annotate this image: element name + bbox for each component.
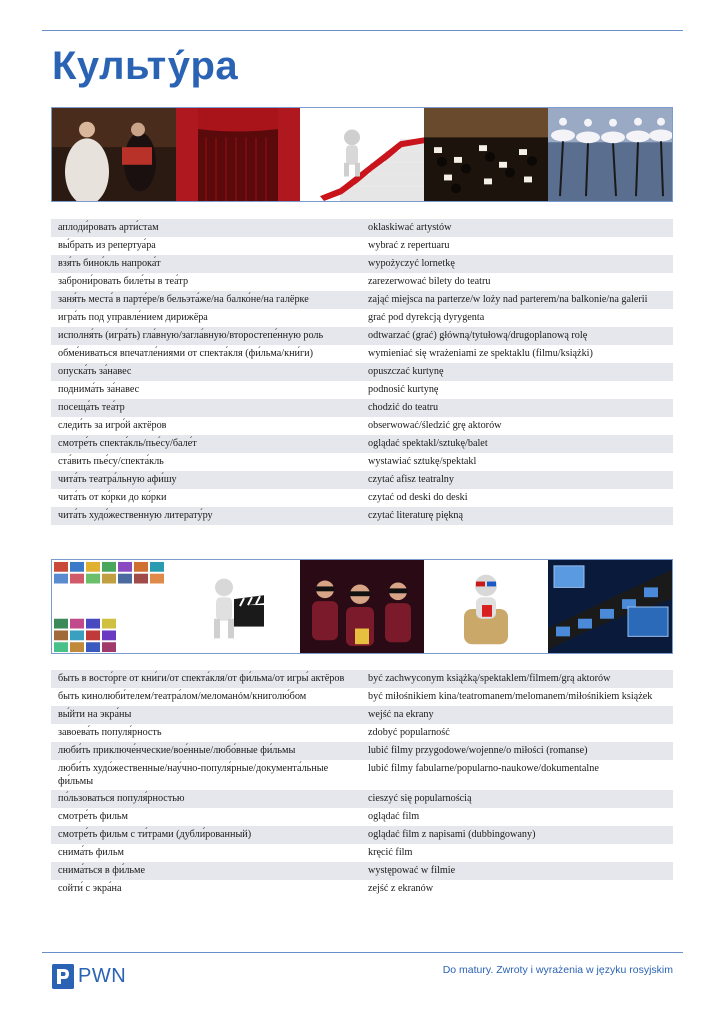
pl-phrase: oglądać film [368, 811, 420, 822]
photo-wall-image [52, 560, 176, 653]
table-row [51, 273, 673, 291]
cinema-phrases-table [51, 670, 673, 898]
table-row [51, 880, 673, 898]
page-title: Культу́ра [52, 44, 239, 88]
table-row [51, 760, 673, 790]
ru-phrase: следи́ть за игро́й актёров [58, 420, 167, 431]
table-row [51, 471, 673, 489]
pl-phrase: wypożyczyć lornetkę [368, 258, 455, 269]
ru-phrase: поднима́ть за́навес [58, 384, 140, 395]
ru-phrase: чита́ть худо́жественную литерату́ру [58, 510, 213, 521]
ru-phrase: быть в восто́рге от кни́ги/от спекта́кля/от фи́льма/от игры́ актёров [58, 673, 345, 684]
table-row [51, 670, 673, 688]
pl-phrase: odtwarzać (grać) główną/tytułową/drugoplanową rolę [368, 330, 588, 341]
ru-phrase: чита́ть от ко́рки до ко́рки [58, 492, 167, 503]
table-row [51, 327, 673, 345]
ru-phrase: быть кинолюби́телем/театра́лом/меломанóм/книголю́бом [58, 691, 307, 702]
theatre-phrases-table [51, 219, 673, 525]
publisher-logo [52, 964, 126, 989]
table-row [51, 291, 673, 309]
3d-glasses-figure-image [424, 560, 548, 653]
table-row [51, 742, 673, 760]
red-stairs-figure-image [300, 108, 424, 201]
table-row [51, 345, 673, 363]
pl-phrase: być zachwyconym książką/spektaklem/filmem/grą aktorów [368, 673, 611, 684]
ru-phrase: смотре́ть спекта́кль/пье́су/бале́т [58, 438, 197, 449]
ru-phrase: чита́ть театра́льную афи́шу [58, 474, 177, 485]
orchestra-image [424, 108, 548, 201]
table-row [51, 435, 673, 453]
pl-phrase: zająć miejsca na parterze/w loży nad parterem/na balkonie/na galerii [368, 294, 648, 305]
pwn-logo-icon [52, 964, 74, 989]
ballet-image [548, 108, 672, 201]
ru-phrase: сойти́ с экра́на [58, 883, 122, 894]
table-row [51, 724, 673, 742]
footer-caption: Do matury. Zwroty i wyrażenia w języku rosyjskim [442, 964, 673, 976]
theater-actors-image [52, 108, 176, 201]
table-row [51, 363, 673, 381]
pl-phrase: chodzić do teatru [368, 402, 439, 413]
ru-phrase: ста́вить пье́су/спекта́кль [58, 456, 164, 467]
ru-phrase: заброни́ровать биле́ты в теа́тр [58, 276, 189, 287]
pl-phrase: wybrać z repertuaru [368, 240, 450, 251]
table-row [51, 237, 673, 255]
pl-phrase: oklaskiwać artystów [368, 222, 452, 233]
ru-phrase: опуска́ть за́навес [58, 366, 132, 377]
pl-phrase: zdobyć popularność [368, 727, 450, 738]
table-row [51, 417, 673, 435]
ru-phrase: завоева́ть популя́рность [58, 727, 162, 738]
cinema-image-strip [51, 559, 673, 654]
pl-phrase: obserwować/śledzić grę aktorów [368, 420, 502, 431]
ru-phrase: смотре́ть фильм с ти́трами (дубли́рованный) [58, 829, 252, 840]
theatre-image-strip [51, 107, 673, 202]
table-row [51, 844, 673, 862]
ru-phrase: смотре́ть фильм [58, 811, 128, 822]
ru-phrase: люби́ть приключе́нческие/вое́нные/любо́вные фи́льмы [58, 745, 296, 756]
table-row [51, 309, 673, 327]
pl-phrase: kręcić film [368, 847, 413, 858]
clapperboard-figure-image [176, 560, 300, 653]
table-row [51, 706, 673, 724]
pl-phrase: grać pod dyrekcją dyrygenta [368, 312, 485, 323]
ru-phrase: исполня́ть (игра́ть) гла́вную/загла́вную/второстепе́нную роль [58, 330, 324, 341]
logo-text: PWN [78, 965, 127, 987]
ru-phrase: обме́ниваться впечатле́ниями от спекта́кля (фи́льма/кни́ги) [58, 348, 313, 359]
table-row [51, 826, 673, 844]
ru-phrase: вы́йти на экра́ны [58, 709, 132, 720]
pl-phrase: podnosić kurtynę [368, 384, 439, 395]
table-row [51, 790, 673, 808]
pl-phrase: cieszyć się popularnością [368, 793, 472, 804]
ru-phrase: снима́ться в фи́льме [58, 865, 146, 876]
table-row [51, 862, 673, 880]
pl-phrase: oglądać spektakl/sztukę/balet [368, 438, 488, 449]
pl-phrase: czytać literaturę piękną [368, 510, 464, 521]
table-row [51, 808, 673, 826]
ru-phrase: аплоди́ровать арти́стам [58, 222, 159, 233]
pl-phrase: zarezerwować bilety do teatru [368, 276, 491, 287]
table-row [51, 688, 673, 706]
pl-phrase: wejść na ekrany [368, 709, 434, 720]
ru-phrase: по́льзоваться популя́рностью [58, 793, 185, 804]
cinema-audience-image [300, 560, 424, 653]
table-row [51, 219, 673, 237]
pl-phrase: być miłośnikiem kina/teatromanem/melomanem/miłośnikiem książek [368, 691, 653, 702]
table-row [51, 255, 673, 273]
ru-phrase: посеща́ть теа́тр [58, 402, 125, 413]
pl-phrase: oglądać film z napisami (dubbingowany) [368, 829, 536, 840]
pl-phrase: czytać od deski do deski [368, 492, 468, 503]
table-row [51, 381, 673, 399]
top-divider [42, 30, 683, 31]
table-row [51, 507, 673, 525]
ru-phrase: игра́ть под управле́нием дирижёра [58, 312, 208, 323]
ru-phrase: заня́ть места́ в парте́ре/в бельэта́же/на балко́не/на галёрке [58, 294, 309, 305]
ru-phrase: вы́брать из репертуа́ра [58, 240, 156, 251]
table-row [51, 399, 673, 417]
table-row [51, 489, 673, 507]
table-row [51, 453, 673, 471]
pl-phrase: zejść z ekranów [368, 883, 434, 894]
pl-phrase: wymieniać się wrażeniami ze spektaklu (filmu/książki) [368, 348, 593, 359]
film-screens-image [548, 560, 672, 653]
pl-phrase: lubić filmy przygodowe/wojenne/o miłości (romanse) [368, 745, 588, 756]
pl-phrase: lubić filmy fabularne/popularno-naukowe/dokumentalne [368, 763, 599, 774]
pl-phrase: czytać afisz teatralny [368, 474, 454, 485]
pl-phrase: wystawiać sztukę/spektakl [368, 456, 477, 467]
bottom-divider [42, 952, 683, 953]
ru-phrase: снима́ть фильм [58, 847, 124, 858]
pl-phrase: opuszczać kurtynę [368, 366, 444, 377]
pl-phrase: występować w filmie [368, 865, 456, 876]
red-curtain-image [176, 108, 300, 201]
ru-phrase: взя́ть бино́кль напрока́т [58, 258, 161, 269]
ru-phrase: люби́ть худо́жественные/нау́чно-популя́рные/документа́льные фи́льмы [58, 763, 329, 787]
